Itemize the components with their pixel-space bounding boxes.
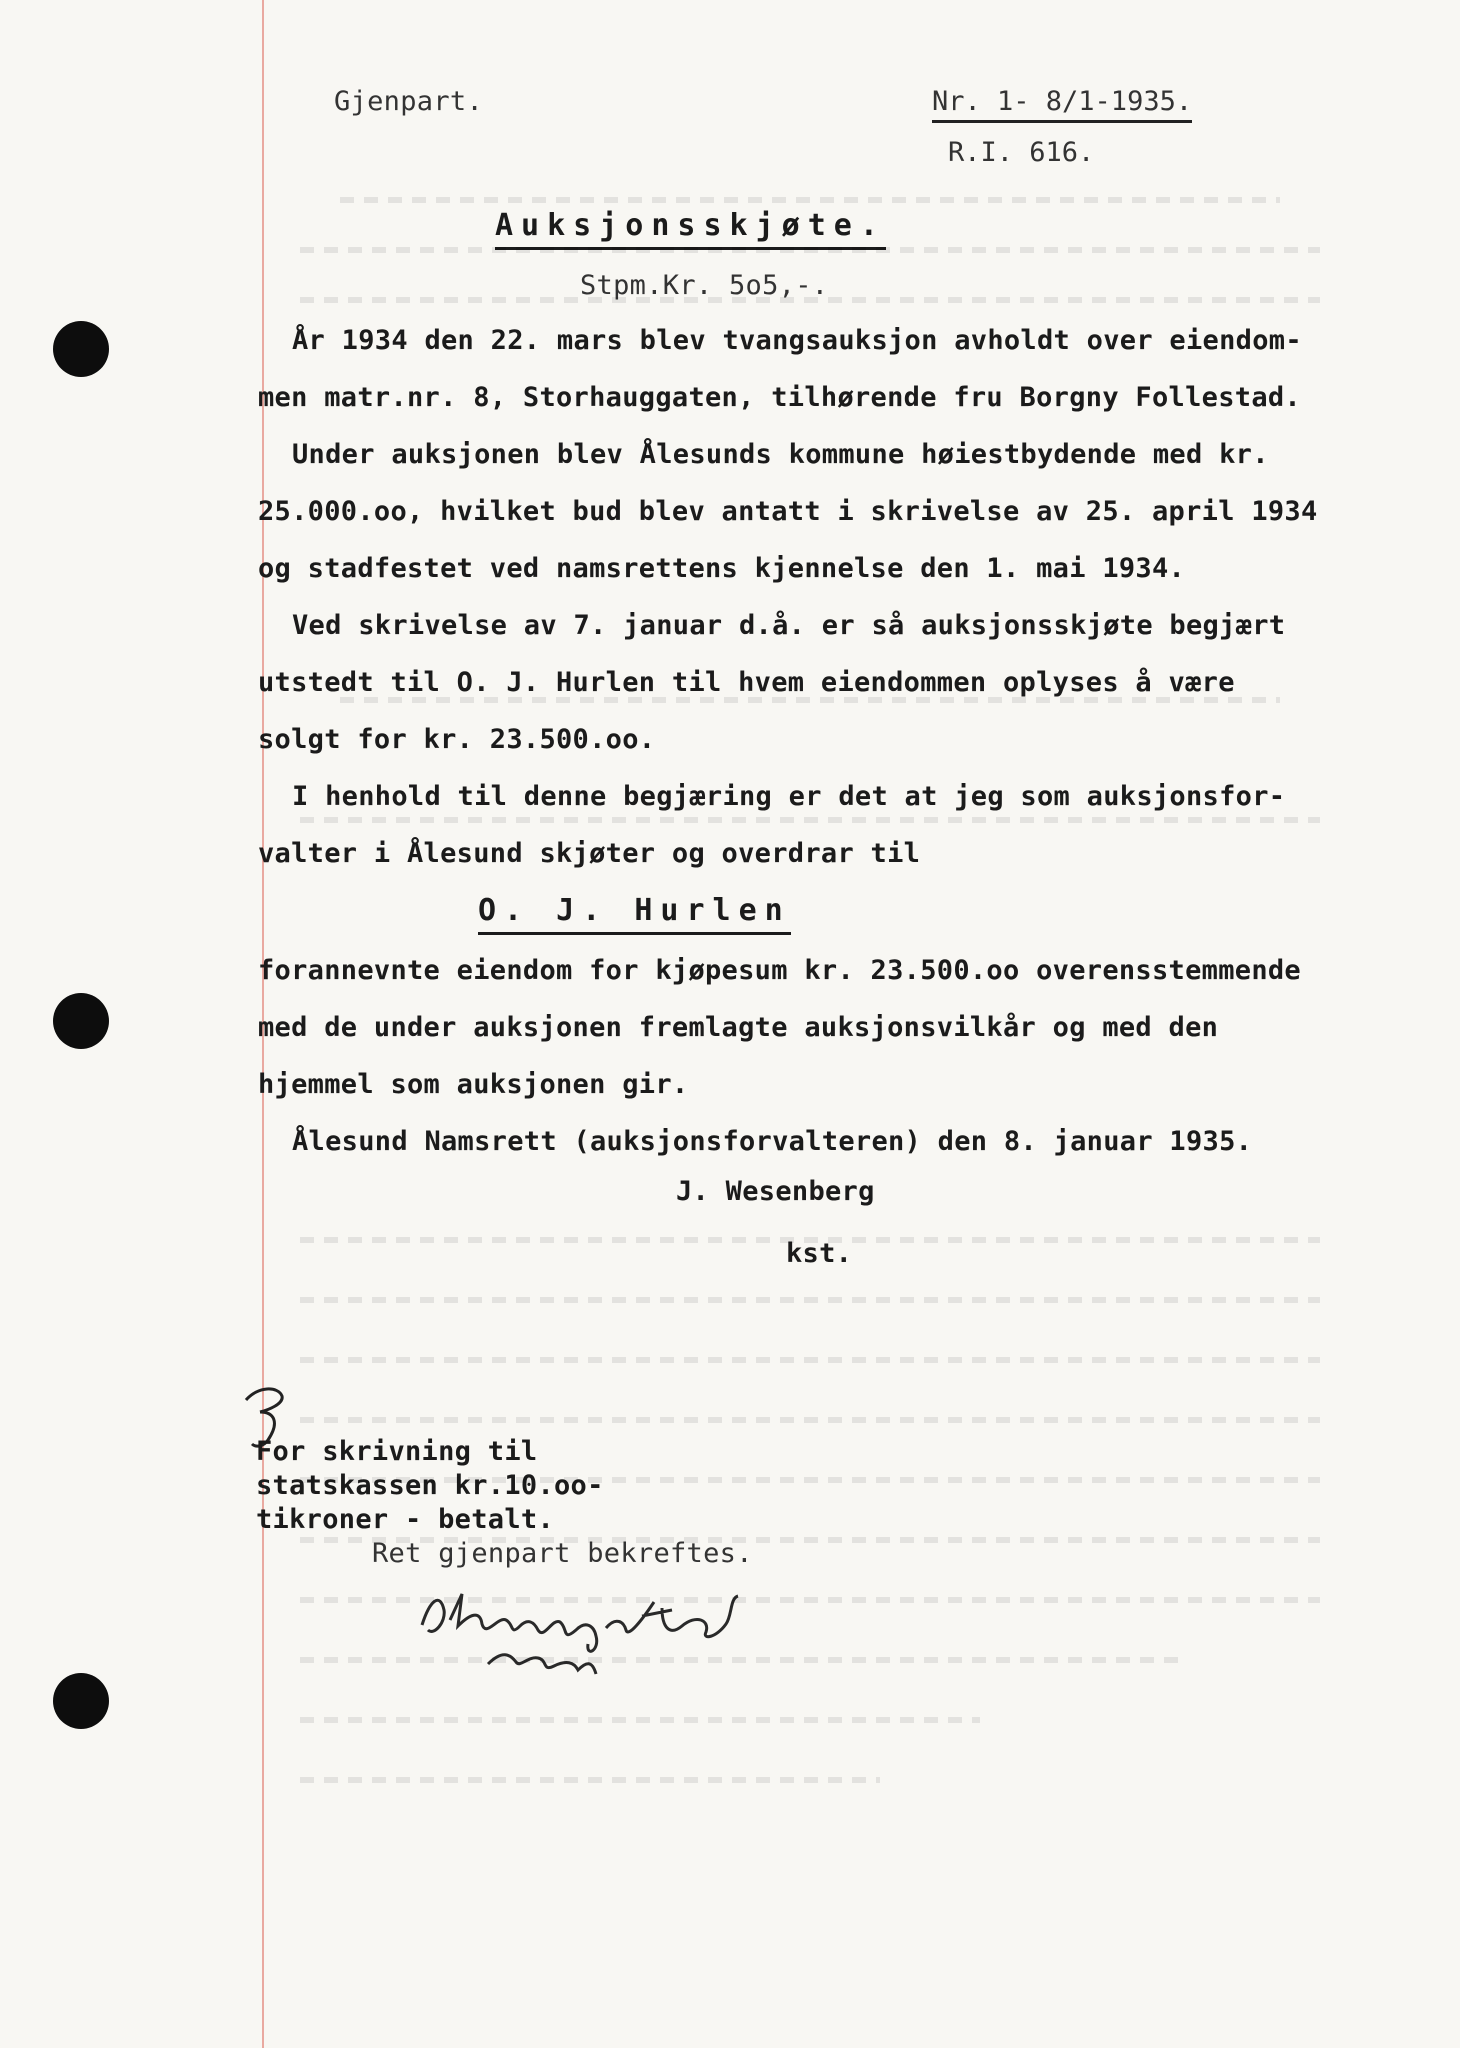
fee-note-line: For skrivning til (256, 1436, 538, 1467)
body-line: valter i Ålesund skjøter og overdrar til (258, 838, 921, 869)
body-line: med de under auksjonen fremlagte auksjonsvilkår og med den (258, 1012, 1219, 1043)
body-line: 25.000.oo, hvilket bud blev antatt i skrivelse av 25. april 1934 (258, 496, 1318, 527)
body-line: Under auksjonen blev Ålesunds kommune høiestbydende med kr. (292, 439, 1269, 470)
fee-note-line: statskassen kr.10.oo- (256, 1470, 604, 1501)
body-line: forannevnte eiendom for kjøpesum kr. 23.500.oo overensstemmende (258, 955, 1301, 986)
body-line: og stadfestet ved namsrettens kjennelse den 1. mai 1934. (258, 553, 1186, 584)
signer-name: J. Wesenberg (676, 1176, 875, 1207)
body-line: Ved skrivelse av 7. januar d.å. er så auksjonsskjøte begjært (292, 610, 1286, 641)
body-line: solgt for kr. 23.500.oo. (258, 724, 656, 755)
body-line: hjemmel som auksjonen gir. (258, 1069, 689, 1100)
handwritten-signature (410, 1580, 780, 1690)
body-line: utstedt til O. J. Hurlen til hvem eiendommen oplyses å være (258, 667, 1235, 698)
punch-hole-middle (53, 993, 109, 1049)
certification-text: Ret gjenpart bekreftes. (372, 1538, 753, 1569)
body-line: men matr.nr. 8, Storhauggaten, tilhørende fru Borgny Follestad. (258, 382, 1301, 413)
document-number: Nr. 1- 8/1-1935. (932, 86, 1192, 123)
body-line: I henhold til denne begjæring er det at jeg som auksjonsfor- (292, 781, 1286, 812)
signer-title: kst. (786, 1238, 853, 1269)
document-title: Auksjonsskjøte. (495, 208, 886, 250)
stamp-duty: Stpm.Kr. 5o5,-. (580, 270, 829, 301)
register-ref: R.I. 616. (948, 137, 1095, 168)
header-right (932, 86, 1192, 168)
body-line: År 1934 den 22. mars blev tvangsauksjon avholdt over eiendom- (292, 325, 1302, 356)
punch-hole-top (53, 321, 109, 377)
punch-hole-bottom (53, 1673, 109, 1729)
header-left: Gjenpart. (334, 86, 483, 117)
buyer-name: O. J. Hurlen (478, 893, 791, 935)
body-line: Ålesund Namsrett (auksjonsforvalteren) den 8. januar 1935. (292, 1126, 1253, 1157)
fee-note-line: tikroner - betalt. (256, 1504, 554, 1535)
